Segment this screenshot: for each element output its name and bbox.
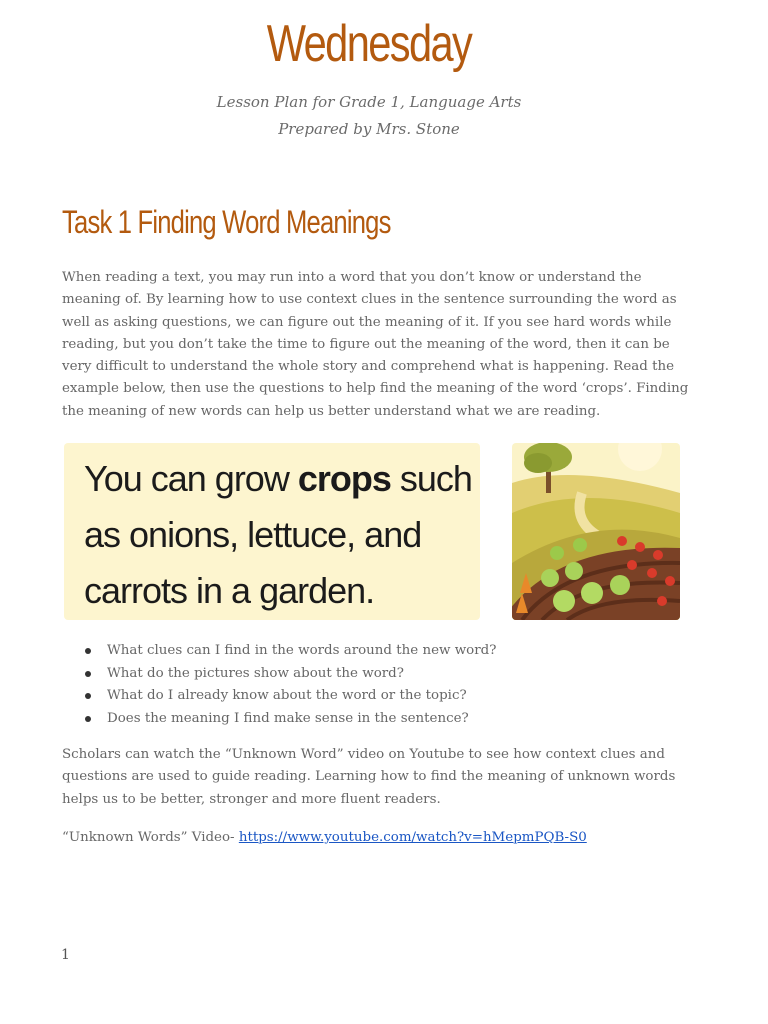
bullet-icon: [85, 648, 91, 654]
example-text-after: such as onions, lettuce, and carrots in a garden.: [84, 458, 472, 611]
example-text-before: You can grow: [84, 458, 298, 499]
question-text: Does the meaning I find make sense in the sentence?: [107, 710, 469, 726]
subtitle-course: Lesson Plan for Grade 1, Language Arts: [216, 93, 522, 111]
subtitle-author: Prepared by Mrs. Stone: [278, 120, 460, 138]
page-title: Wednesday: [266, 15, 472, 73]
bullet-icon: [85, 716, 91, 722]
bullet-icon: [85, 693, 91, 699]
video-label: “Unknown Words” Video-: [62, 830, 239, 845]
video-link[interactable]: https://www.youtube.com/watch?v=hMepmPQB-S0: [238, 830, 587, 845]
list-item: [84, 640, 496, 663]
example-sentence: [84, 451, 474, 619]
list-item: [84, 685, 496, 708]
list-item: [84, 663, 496, 686]
question-text: What do I already know about the word or the topic?: [107, 688, 467, 703]
closing-paragraph: Scholars can watch the “Unknown Word” video on Youtube to see how context clues and questions are used to guide reading. Learning how to find the meaning of unknown words helps us to be better, stronger and more fluent readers.: [62, 747, 676, 807]
garden-illustration: [512, 443, 680, 620]
bullet-icon: [85, 671, 91, 677]
video-line: [62, 827, 692, 849]
list-item: [84, 708, 496, 731]
question-list: [84, 640, 496, 730]
question-text: What clues can I find in the words around the new word?: [107, 643, 497, 658]
page-number: 1: [61, 947, 70, 963]
garden-icon: [512, 443, 680, 620]
intro-paragraph: When reading a text, you may run into a word that you don’t know or understand the meaning of. By learning how to use context clues in the sentence surrounding the word as well as asking questions, we can figure out the meaning of it. If you see hard words while reading, but you don’t take the time to figure out the meaning of the word, then it can be very difficult to understand the whole story and comprehend what is happening. Read the example below, then use the questions to help find the meaning of the word ‘crops’. Finding the meaning of new words can help us better understand what we are reading.: [62, 270, 689, 419]
example-sentence-card: [64, 443, 480, 620]
task-heading: Task 1 Finding Word Meanings: [62, 204, 391, 240]
question-text: What do the pictures show about the word?: [107, 665, 404, 681]
example-target-word: crops: [297, 458, 391, 499]
